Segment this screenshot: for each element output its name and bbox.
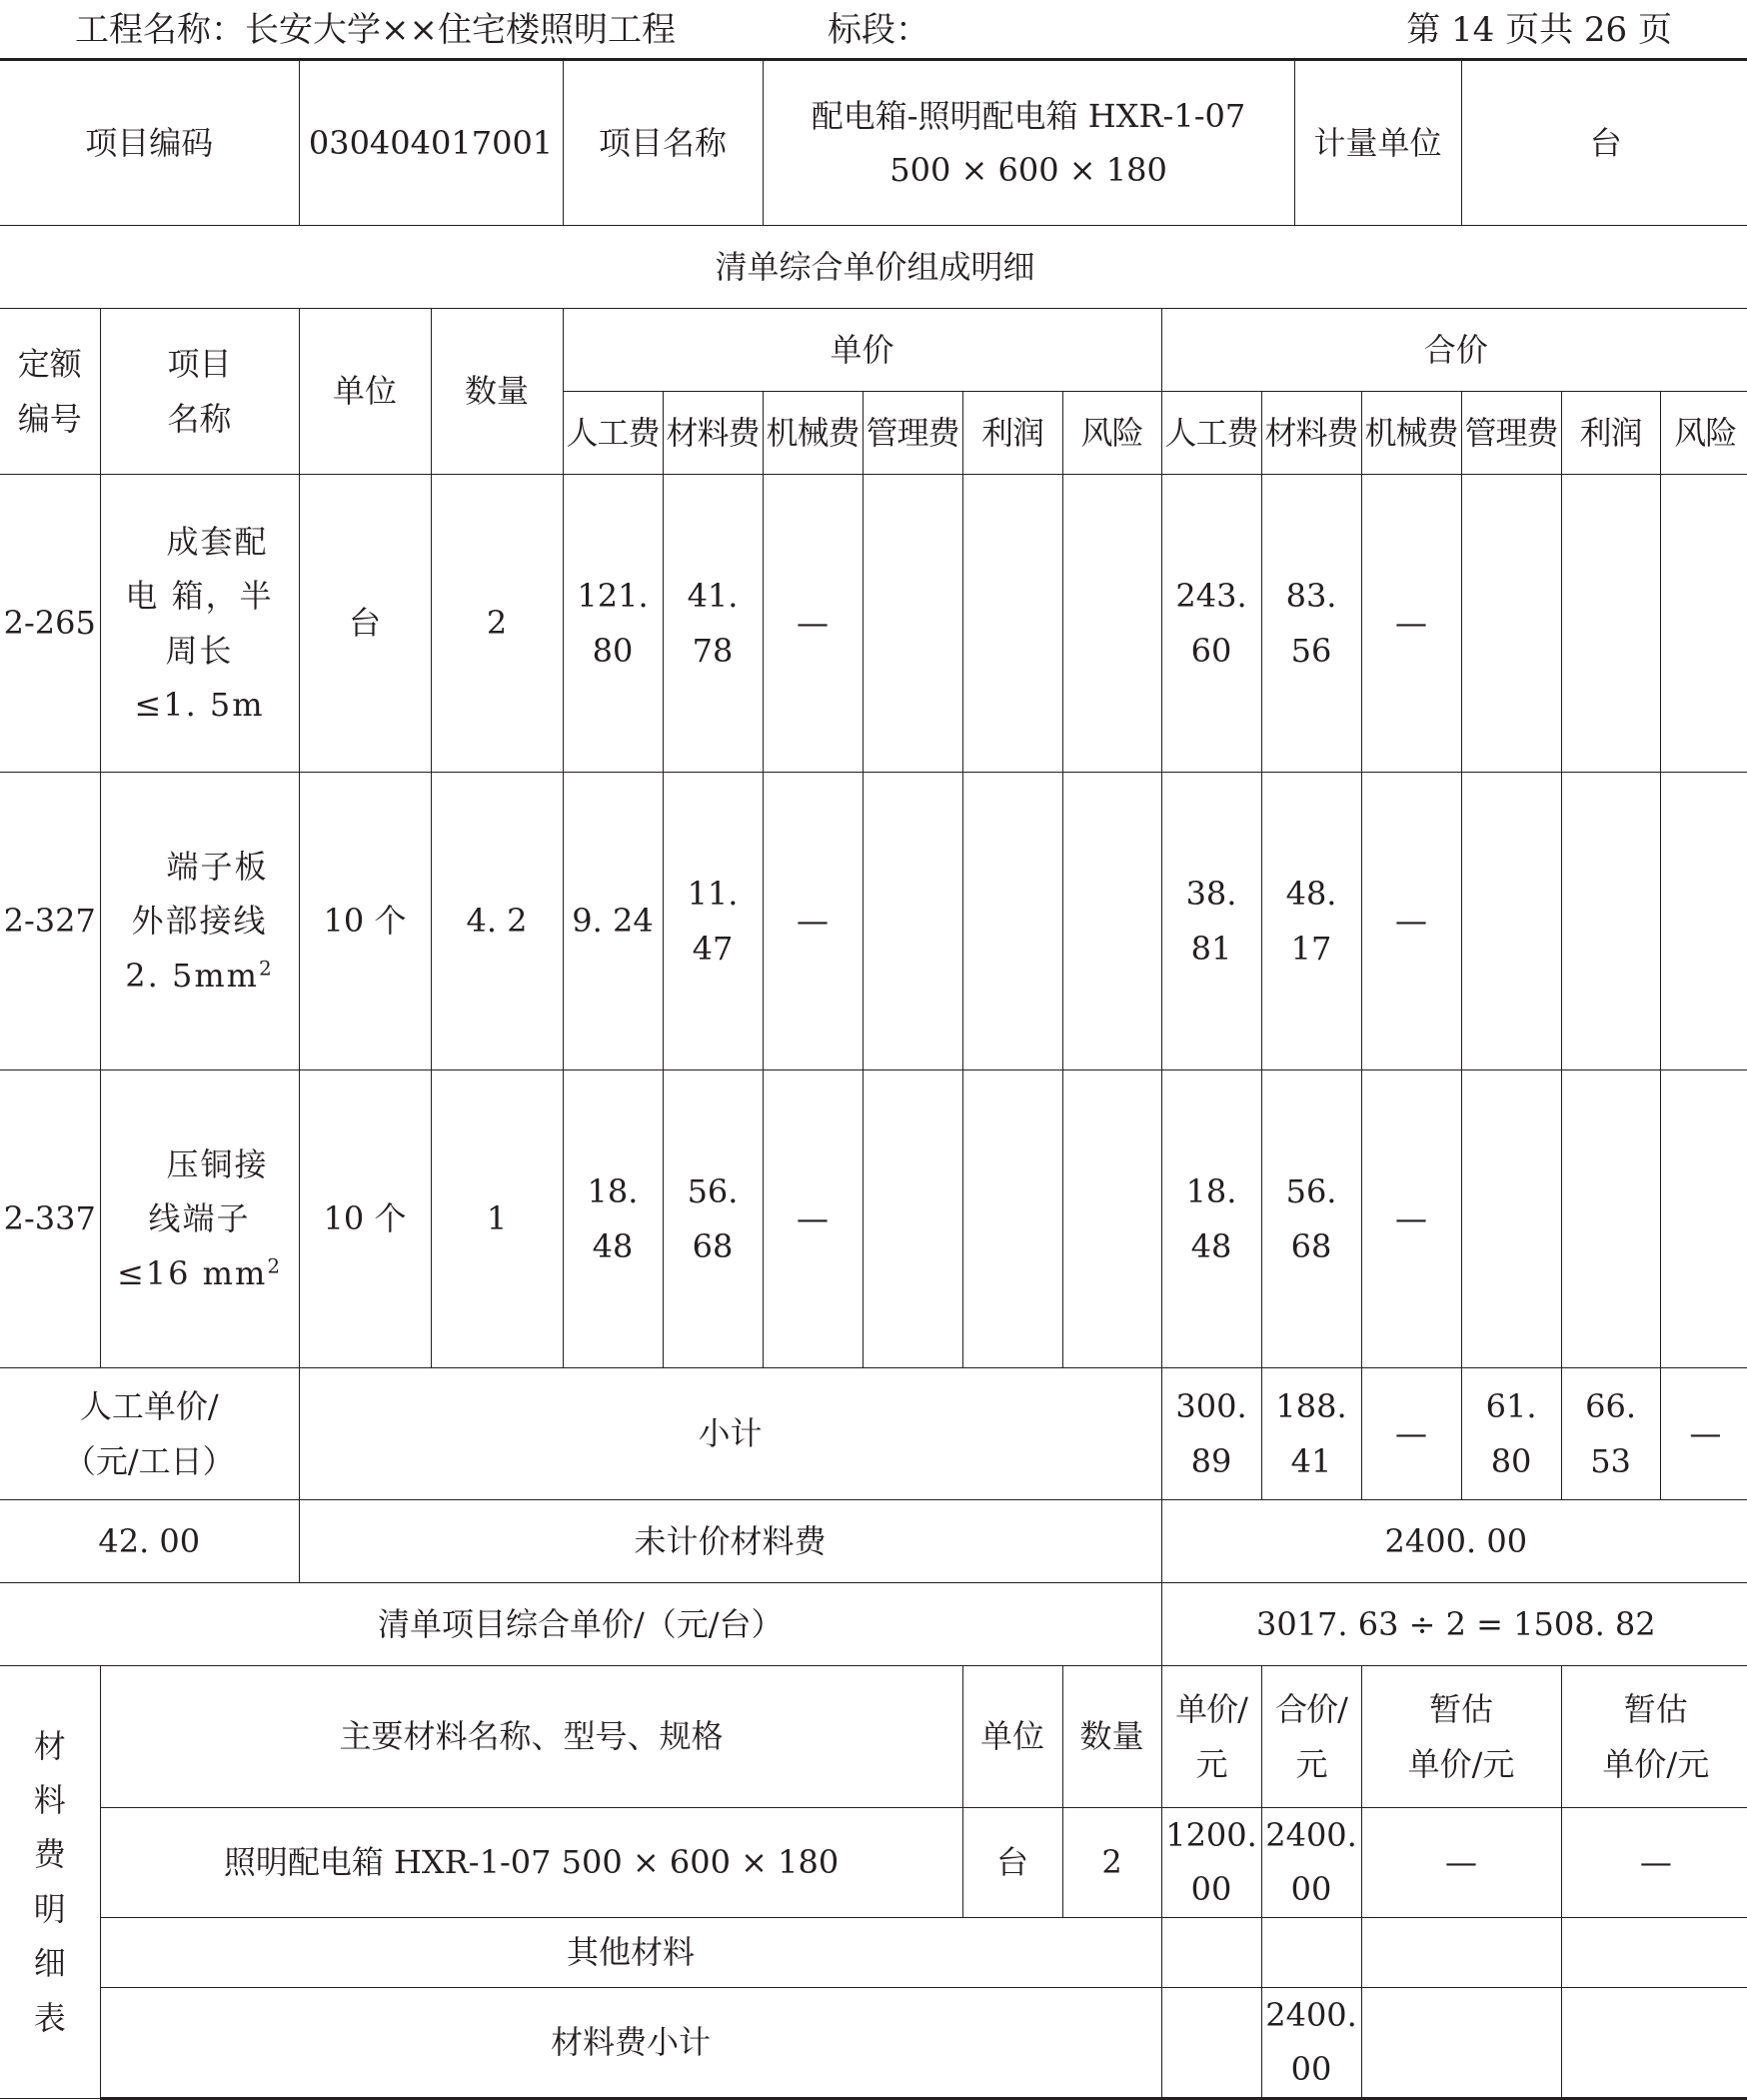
tp-management	[1461, 475, 1561, 773]
material-header-row	[0, 1666, 1747, 1808]
item-name	[763, 61, 1294, 226]
item-name-label: 项目名称	[563, 61, 763, 226]
quota-item-name-line: ≤1. 5m	[134, 685, 265, 724]
material-est-unit-header	[1361, 1666, 1561, 1808]
item-name-header	[100, 309, 299, 475]
material-item-qty: 2	[1062, 1808, 1161, 1918]
quota-item-name-line: 外部接线	[131, 902, 268, 941]
tp-management	[1461, 1070, 1561, 1368]
material-est-total-header-line1: 暂估	[1623, 1690, 1688, 1729]
page-header	[0, 0, 1747, 61]
material-other-est-unit	[1361, 1917, 1561, 1987]
item-name-header-line2: 名称	[167, 399, 232, 438]
tp-labor: 243. 60	[1161, 475, 1261, 773]
quota-code: 2-327	[0, 773, 100, 1070]
up-machine-header: 机械费	[763, 392, 863, 475]
material-subtotal-unit-price	[1161, 1987, 1261, 2098]
up-management-header: 管理费	[863, 392, 962, 475]
tp-material: 83. 56	[1261, 475, 1361, 773]
side-label-char: 料	[33, 1781, 66, 1819]
quota-item-name-line: 端子板	[166, 847, 269, 886]
up-management	[863, 1070, 962, 1368]
material-total-header: 合价/元	[1261, 1666, 1361, 1808]
material-other-unit-price	[1161, 1917, 1261, 1987]
unpriced-material-row	[0, 1500, 1747, 1583]
material-est-unit-header-line2: 单价/元	[1407, 1744, 1515, 1783]
tp-profit-header: 利润	[1561, 392, 1660, 475]
quota-unit: 台	[299, 475, 431, 773]
item-code-label: 项目编码	[0, 61, 299, 226]
side-label-char: 费	[33, 1835, 66, 1874]
side-label-char: 表	[33, 1998, 66, 2037]
section-title: 清单综合单价组成明细	[0, 226, 1747, 309]
up-machine: —	[763, 773, 863, 1070]
quota-item-name-line: 周长	[165, 631, 234, 670]
quota-no-header-line2: 编号	[17, 399, 82, 438]
material-item-total: 2400. 00	[1261, 1808, 1361, 1918]
material-est-unit-header-line1: 暂估	[1429, 1690, 1494, 1729]
material-qty-header: 数量	[1062, 1666, 1161, 1808]
unit-header: 单位	[299, 309, 431, 475]
composite-price-label: 清单项目综合单价/（元/台）	[0, 1583, 1161, 1666]
item-name-header-line1: 项目	[167, 345, 232, 384]
page-number: 第 14 页共 26 页	[1406, 10, 1672, 50]
material-item-est-unit: —	[1361, 1808, 1561, 1918]
superscript: 2	[259, 956, 274, 981]
unit-label: 计量单位	[1294, 61, 1461, 226]
up-machine: —	[763, 1070, 863, 1368]
quota-item-name-text: 2. 5mm	[125, 956, 259, 995]
tp-risk	[1660, 475, 1747, 773]
up-labor: 121. 80	[563, 475, 663, 773]
quota-item-name	[100, 773, 299, 1070]
up-management	[863, 475, 962, 773]
tp-material-header: 材料费	[1261, 392, 1361, 475]
up-material: 11. 47	[663, 773, 763, 1070]
quota-no-header	[0, 309, 100, 475]
subtotal-profit: 66. 53	[1561, 1368, 1660, 1500]
up-risk-header: 风险	[1062, 392, 1161, 475]
tp-profit	[1561, 1070, 1660, 1368]
tp-risk	[1660, 773, 1747, 1070]
subtotal-machine: —	[1361, 1368, 1461, 1500]
labor-rate-label-line2: （元/工日）	[63, 1441, 235, 1480]
up-machine: —	[763, 475, 863, 773]
quota-item-name-line	[101, 949, 299, 1003]
tp-machine: —	[1361, 475, 1461, 773]
column-header-row-1	[0, 309, 1747, 392]
quota-item-name-line: 成套配	[166, 522, 269, 561]
tp-labor-header: 人工费	[1161, 392, 1261, 475]
material-other-est-total	[1561, 1917, 1747, 1987]
tp-labor: 18. 48	[1161, 1070, 1261, 1368]
tp-risk-header: 风险	[1660, 392, 1747, 475]
subtotal-management: 61. 80	[1461, 1368, 1561, 1500]
unit-price-analysis-table	[0, 60, 1747, 2100]
quota-item-name	[100, 1070, 299, 1368]
quota-item-name-line: 电 箱，半	[125, 577, 274, 616]
tp-material: 56. 68	[1261, 1070, 1361, 1368]
quota-item-name-text: ≤16 mm	[116, 1253, 268, 1292]
tp-management	[1461, 773, 1561, 1070]
qty-header: 数量	[431, 309, 563, 475]
subtotal-material: 188. 41	[1261, 1368, 1361, 1500]
up-labor: 9. 24	[563, 773, 663, 1070]
labor-rate-value: 42. 00	[0, 1500, 299, 1583]
unpriced-material-value: 2400. 00	[1161, 1500, 1747, 1583]
unit-price-header: 单价	[563, 309, 1161, 392]
up-labor-header: 人工费	[563, 392, 663, 475]
material-subtotal-value: 2400. 00	[1261, 1987, 1361, 2098]
material-subtotal-row	[0, 1987, 1747, 2098]
up-profit	[962, 475, 1062, 773]
quota-qty: 2	[431, 475, 563, 773]
up-risk	[1062, 1070, 1161, 1368]
material-est-total-header-line2: 单价/元	[1602, 1744, 1710, 1783]
tp-labor: 38. 81	[1161, 773, 1261, 1070]
material-unit-header: 单位	[962, 1666, 1062, 1808]
quota-item-name	[100, 475, 299, 773]
superscript: 2	[267, 1253, 283, 1278]
tp-risk	[1660, 1070, 1747, 1368]
quota-qty: 4. 2	[431, 773, 563, 1070]
quota-code: 2-265	[0, 475, 100, 773]
quota-no-header-line1: 定额	[17, 345, 82, 384]
material-unit-price-header: 单价/元	[1161, 1666, 1261, 1808]
item-name-line1: 配电箱-照明配电箱 HXR-1-07	[811, 96, 1246, 135]
table-row	[0, 475, 1747, 773]
composite-price-row	[0, 1583, 1747, 1666]
up-risk	[1062, 773, 1161, 1070]
table-row	[0, 773, 1747, 1070]
up-management	[863, 773, 962, 1070]
tp-machine: —	[1361, 1070, 1461, 1368]
material-side-label-text	[0, 1719, 100, 2045]
material-other-total	[1261, 1917, 1361, 1987]
item-name-line2: 500 × 600 × 180	[889, 151, 1167, 189]
quota-item-name-line: 压铜接	[166, 1144, 269, 1183]
material-est-total-header	[1561, 1666, 1747, 1808]
tp-management-header: 管理费	[1461, 392, 1561, 475]
up-material: 56. 68	[663, 1070, 763, 1368]
material-item-row	[0, 1808, 1747, 1918]
side-label-char: 材	[33, 1726, 66, 1765]
quota-qty: 1	[431, 1070, 563, 1368]
quota-item-name-line	[101, 1246, 299, 1300]
up-profit	[962, 773, 1062, 1070]
up-risk	[1062, 475, 1161, 773]
unpriced-material-label: 未计价材料费	[299, 1500, 1161, 1583]
side-label-char: 明	[33, 1889, 66, 1928]
up-labor: 18. 48	[563, 1070, 663, 1368]
material-item-name: 照明配电箱 HXR-1-07 500 × 600 × 180	[100, 1808, 962, 1918]
material-subtotal-label: 材料费小计	[100, 1987, 1161, 2098]
material-other-row	[0, 1917, 1747, 1987]
up-profit-header: 利润	[962, 392, 1062, 475]
material-subtotal-est-unit	[1361, 1987, 1561, 2098]
material-name-header: 主要材料名称、型号、规格	[100, 1666, 962, 1808]
material-subtotal-est-total	[1561, 1987, 1747, 2098]
project-name: 工程名称：长安大学××住宅楼照明工程	[75, 10, 676, 50]
tp-machine: —	[1361, 773, 1461, 1070]
quota-code: 2-337	[0, 1070, 100, 1368]
up-material-header: 材料费	[663, 392, 763, 475]
quota-unit: 10 个	[299, 773, 431, 1070]
material-side-label	[0, 1666, 100, 2099]
composite-price-value: 3017. 63 ÷ 2 = 1508. 82	[1161, 1583, 1747, 1666]
material-other-label: 其他材料	[100, 1917, 1161, 1987]
tp-profit	[1561, 475, 1660, 773]
tp-material: 48. 17	[1261, 773, 1361, 1070]
total-price-header: 合价	[1161, 309, 1747, 392]
quota-unit: 10 个	[299, 1070, 431, 1368]
up-profit	[962, 1070, 1062, 1368]
material-item-unit-price: 1200. 00	[1161, 1808, 1261, 1918]
section-label: 标段：	[828, 10, 929, 50]
subtotal-row	[0, 1368, 1747, 1500]
material-item-unit: 台	[962, 1808, 1062, 1918]
subtotal-risk: —	[1660, 1368, 1747, 1500]
tp-profit	[1561, 773, 1660, 1070]
side-label-char: 细	[33, 1944, 66, 1983]
item-code: 030404017001	[299, 61, 563, 226]
table-row	[0, 1070, 1747, 1368]
unit-value: 台	[1461, 61, 1747, 226]
labor-rate-label-line1: 人工单价/	[79, 1387, 219, 1426]
section-title-row	[0, 226, 1747, 309]
subtotal-labor: 300. 89	[1161, 1368, 1261, 1500]
up-material: 41. 78	[663, 475, 763, 773]
quota-item-name-line: 线端子	[148, 1199, 251, 1238]
material-item-est-total: —	[1561, 1808, 1747, 1918]
labor-rate-label	[0, 1368, 299, 1500]
subtotal-label: 小计	[299, 1368, 1161, 1500]
item-info-row	[0, 61, 1747, 226]
tp-machine-header: 机械费	[1361, 392, 1461, 475]
